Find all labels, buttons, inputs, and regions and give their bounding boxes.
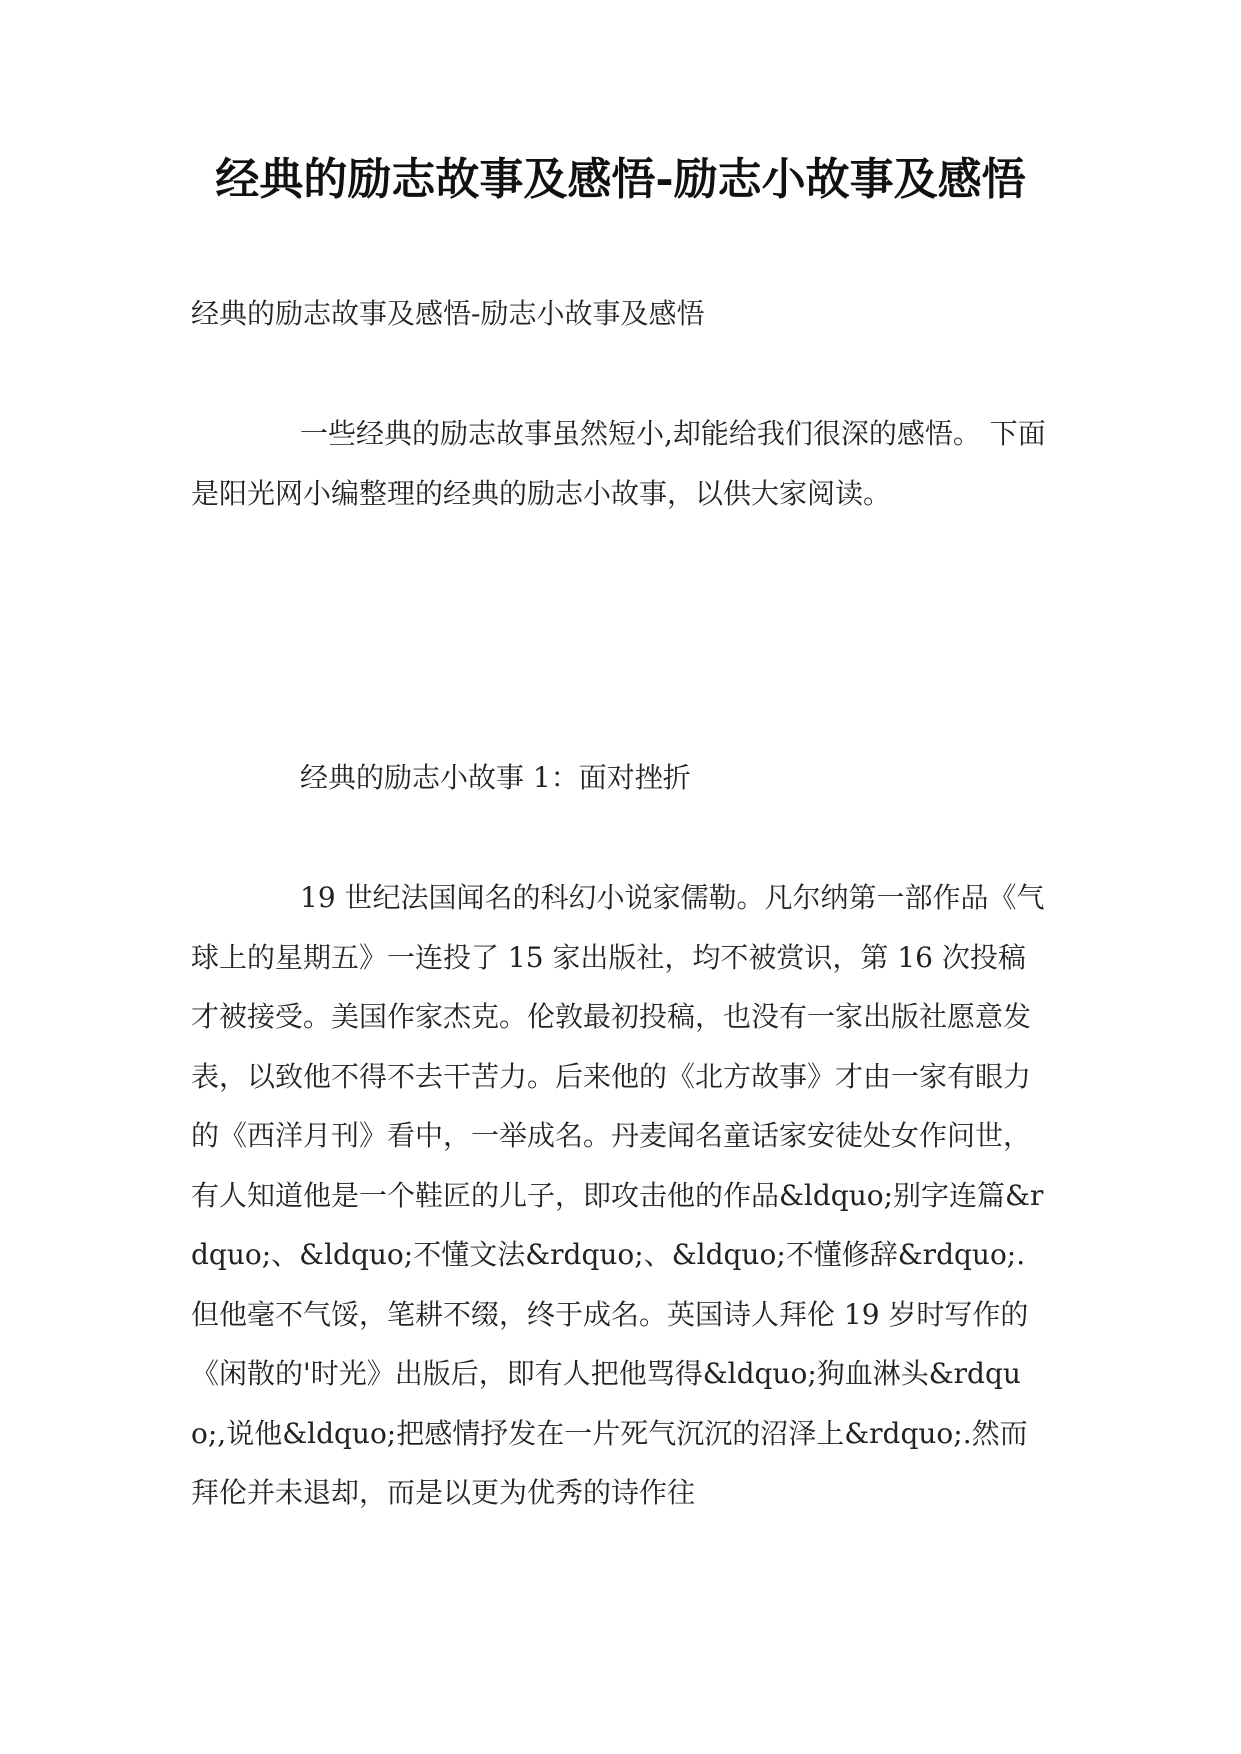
page-title: 经典的励志故事及感悟-励志小故事及感悟 — [215, 154, 1026, 205]
document-subtitle: 经典的励志故事及感悟-励志小故事及感悟 — [191, 297, 705, 330]
section-body-paragraph: 19 世纪法国闻名的科幻小说家儒勒。凡尔纳第一部作品《气球上的星期五》一连投了 15 家出版社，均不被赏识，第 16 次投稿才被接受。美国作家杰克。伦敦最初投稿，也没有一家出版社愿意发表，以致他不得不去干苦力。后来他的《北方故事》才由一家有眼力的《西洋月刊》看中，一举成名。丹麦闻名童话家安徒处女作问世，有人知道他是一个鞋匠的儿子，即攻击他的作品&ldquo;别字连篇&rdquo;、&ldquo;不懂文法&rdquo;、&ldquo;不懂修辞&rdquo;.但他毫不气馁，笔耕不缀，终于成名。英国诗人拜伦 19 岁时写作的《闲散的'时光》出版后，即有人把他骂得&ldquo;狗血淋头&rdquo;,说他&ldquo;把感情抒发在一片死气沉沉的沼泽上&rdquo;.然而拜伦并未退却，而是以更为优秀的诗作往 — [191, 881, 1045, 1509]
intro-paragraph: 一些经典的励志故事虽然短小,却能给我们很深的感悟。 下面是阳光网小编整理的经典的励志小故事，以供大家阅读。 — [191, 417, 1046, 510]
section-heading: 经典的励志小故事 1：面对挫折 — [300, 761, 691, 794]
